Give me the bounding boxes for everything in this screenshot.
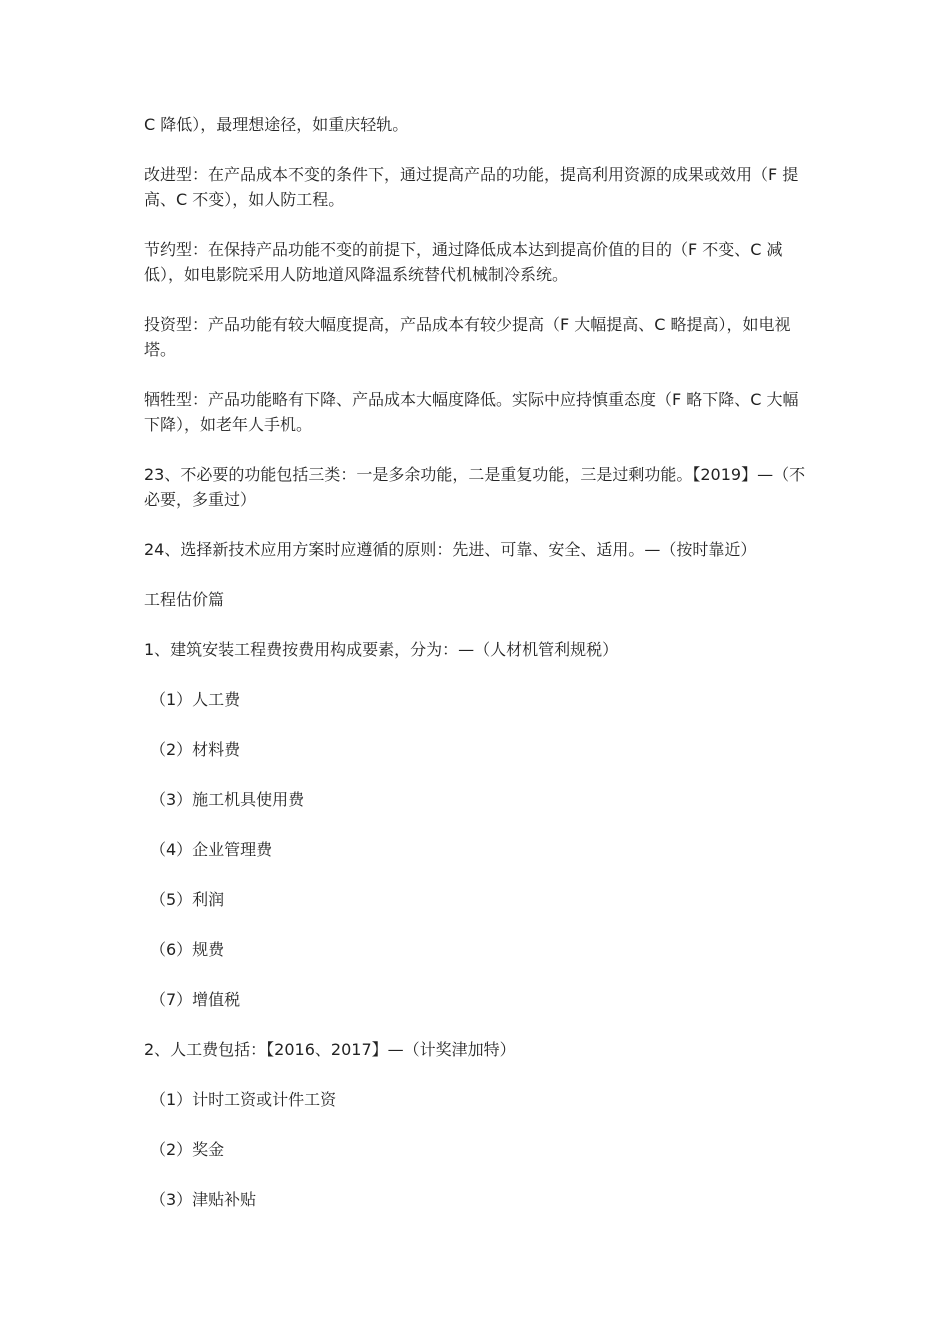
list-item-profit: （5）利润 — [150, 890, 225, 909]
paragraph-investment-type: 投资型：产品功能有较大幅度提高，产品成本有较少提高（F 大幅提高、C 略提高），如电视塔。 — [144, 315, 791, 359]
list-item-vat: （7）增值税 — [150, 990, 241, 1009]
section-heading-estimation: 工程估价篇 — [144, 590, 225, 609]
list-item-bonus: （2）奖金 — [150, 1140, 225, 1159]
paragraph-c-reduce: C 降低），最理想途径，如重庆轻轨。 — [144, 115, 409, 134]
list-item-wages: （1）计时工资或计件工资 — [150, 1090, 337, 1109]
paragraph-improvement-type: 改进型：在产品成本不变的条件下，通过提高产品的功能，提高利用资源的成果或效用（F 提高、C 不变），如人防工程。 — [144, 165, 799, 209]
list-item-material-cost: （2）材料费 — [150, 740, 241, 759]
paragraph-item-23: 23、不必要的功能包括三类：一是多余功能，二是重复功能，三是过剩功能。【2019】—（不必要，多重过） — [144, 465, 806, 509]
list-item-management-cost: （4）企业管理费 — [150, 840, 273, 859]
document-page — [144, 112, 812, 1237]
list-item-labor-cost: （1）人工费 — [150, 690, 241, 709]
paragraph-sacrifice-type: 牺牲型：产品功能略有下降、产品成本大幅度降低。实际中应持慎重态度（F 略下降、C 大幅下降），如老年人手机。 — [144, 390, 799, 434]
paragraph-saving-type: 节约型：在保持产品功能不变的前提下，通过降低成本达到提高价值的目的（F 不变、C 减低），如电影院采用人防地道风降温系统替代机械制冷系统。 — [144, 240, 783, 284]
paragraph-estimation-item-1: 1、建筑安装工程费按费用构成要素，分为：—（人材机管利规税） — [144, 640, 619, 659]
list-item-machinery-cost: （3）施工机具使用费 — [150, 790, 305, 809]
list-item-fees: （6）规费 — [150, 940, 225, 959]
paragraph-estimation-item-2: 2、人工费包括：【2016、2017】—（计奖津加特） — [144, 1040, 516, 1059]
list-item-allowance: （3）津贴补贴 — [150, 1190, 257, 1209]
paragraph-item-24: 24、选择新技术应用方案时应遵循的原则：先进、可靠、安全、适用。—（按时靠近） — [144, 540, 757, 559]
